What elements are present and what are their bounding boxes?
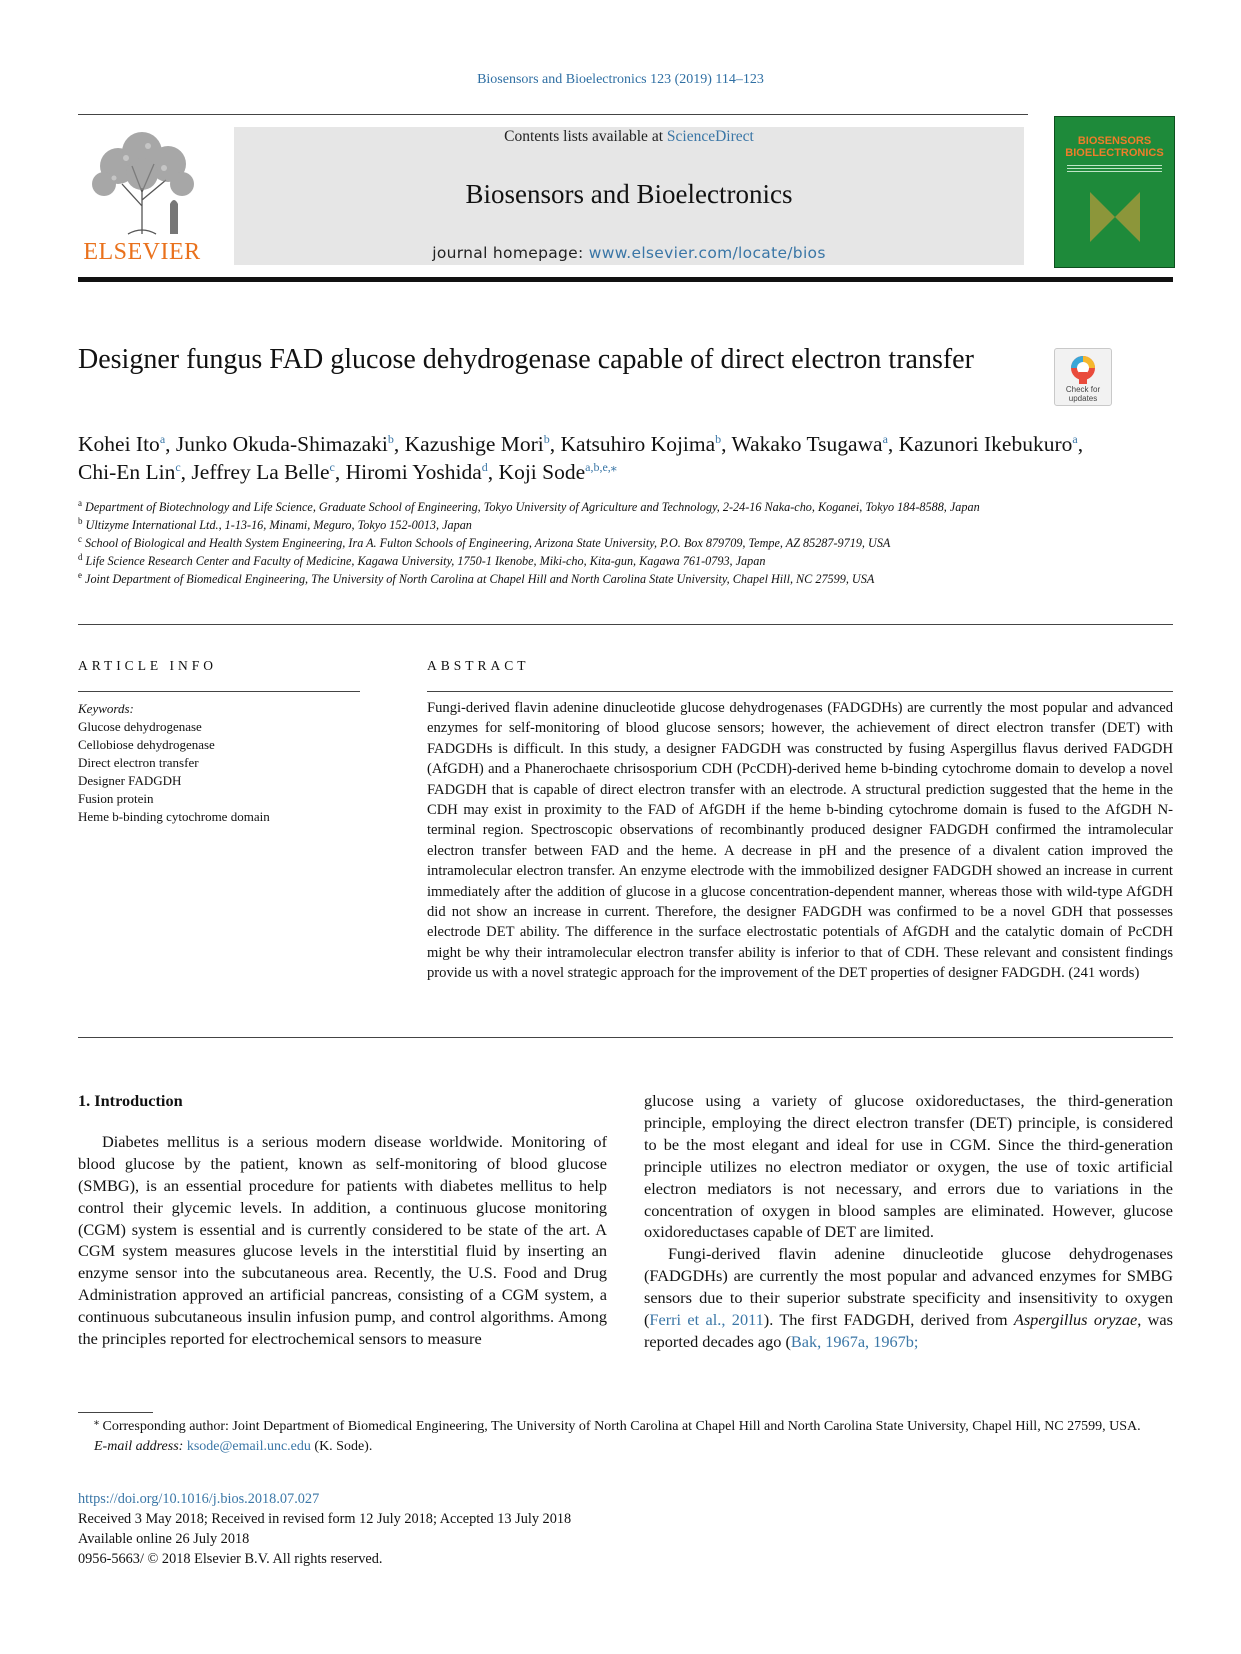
header-rule [78, 114, 1028, 115]
author-affiliation-mark[interactable]: a [1072, 431, 1078, 446]
author-name: Hiromi Yoshida [345, 460, 482, 484]
copyright: 0956-5663/ © 2018 Elsevier B.V. All rights reserved. [78, 1551, 383, 1567]
author-name: Kohei Ito [78, 432, 160, 456]
journal-reference[interactable]: Biosensors and Bioelectronics 123 (2019) 114–123 [477, 72, 764, 87]
affiliation-item: $^d$ Life Science Research Center and Faculty of Medicine, Kagawa University, 1750-1 Ikenobe, Miki-cho, Kita-gun, Kagawa 761-0793, Japan [78, 551, 766, 568]
affiliations [78, 498, 1038, 588]
intro-paragraph-1-cont: glucose using a variety of glucose oxidoreductases, the third-generation principle, employing the direct electron transfer (DET) principle, is considered to be the most elegant and ideal for use in CGM. Since the third-generation principle utilizes no electron mediator or oxygen, the use of toxic artificial electron mediators is not necessary, and errors due to variations in the concentration of oxygen in blood samples are eliminated. However, glucose oxidoreductases capable of DET are limited. [644, 1091, 1173, 1242]
author-name: Wakako Tsugawa [731, 432, 883, 456]
keyword-item: Fusion protein [78, 791, 154, 806]
check-for-updates-button[interactable] [1054, 348, 1112, 406]
article-info-rule [78, 691, 360, 692]
body-column-right [644, 1090, 1173, 1353]
online-date: Available online 26 July 2018 [78, 1531, 250, 1547]
species-name: Aspergillus oryzae [1013, 1310, 1138, 1330]
author-affiliation-mark[interactable]: c [175, 459, 181, 474]
check-updates-icon [1069, 354, 1097, 384]
affiliation-item: $^e$ Joint Department of Biomedical Engineering, The University of North Carolina at Chapel Hill and North Carolina State University, Chapel Hill, NC 27599, USA [78, 569, 875, 586]
check-updates-label: Check for updates [1065, 385, 1101, 403]
received-dates: Received 3 May 2018; Received in revised form 12 July 2018; Accepted 13 July 2018 [78, 1511, 572, 1527]
keyword-item: Designer FADGDH [78, 773, 182, 788]
author-affiliation-mark[interactable]: b [715, 431, 722, 446]
intro-paragraph-2: Fungi-derived flavin adenine dinucleotide glucose dehydrogenases (FADGDHs) are currently the most popular and advanced enzymes for SMBG sensors due to their superior substrate specificity and insensitivity to oxygen (Ferri et al., 2011). The first FADGDH, derived from Aspergillus oryzae, was reported decades ago (Bak, 1967a, 1967b; [644, 1244, 1173, 1351]
cover-title: BIOSENSORS BIOELECTRONICS [1065, 135, 1164, 159]
citation-ferri-2011[interactable]: Ferri et al., 2011 [649, 1310, 764, 1330]
author-affiliation-mark[interactable]: b [387, 431, 394, 446]
abstract-rule [427, 691, 1173, 692]
keyword-item: Glucose dehydrogenase [78, 719, 202, 734]
abstract-text: Fungi-derived flavin adenine dinucleotide glucose dehydrogenases (FADGDHs) are currently the most popular and advanced enzymes for self-monitoring of blood glucose sensors; however, the achievement of direct electron transfer (DET) with FADGDHs is difficult. In this study, a designer FADGDH was constructed by fusing Aspergillus flavus derived FADGDH (AfGDH) and a Phanerochaete chrisosporium CDH (PcCDH)-derived heme b-binding cytochrome domain to develop a novel FADGDH that is capable of direct electron transfer with an electrode. A structural prediction suggested that the heme in the CDH may exist in proximity to the FAD of AfGDH if the heme b-binding cytochrome domain is fused to the AfGDH N-terminal region. Spectroscopic observations of recombinantly produced designer FADGDH confirmed the intramolecular electron transfer between FAD and the heme. A decrease in pH and the presence of a divalent cation improved the intramolecular electron transfer. An enzyme electrode with the immobilized designer FADGDH showed an increase in current immediately after the addition of glucose in a glucose concentration-dependent manner, whereas those with wild-type AfGDH did not show an increase in current. Therefore, the designer FADGDH was confirmed to be a novel GDH that possesses electrode DET ability. The difference in the surface electrostatic potentials of AfGDH and the catalytic domain of PcCDH might be why their intramolecular electron transfer ability is inferior to that of CDH. These relevant and consistent findings provide us with a novel strategic approach for the improvement of the DET properties of designer FADGDH. (241 words) [427, 700, 1173, 982]
author-affiliation-mark[interactable]: a [159, 431, 166, 446]
article-title: Designer fungus FAD glucose dehydrogenase capable of direct electron transfer [78, 344, 974, 375]
section-rule-2 [78, 1037, 1173, 1038]
keywords-block [78, 700, 360, 826]
corresponding-author-text: ⁎ Corresponding author: Joint Department of Biomedical Engineering, The University of North Carolina at Chapel Hill and North Carolina State University, Chapel Hill, NC 27599, USA. [94, 1416, 1141, 1434]
email-line: E-mail address: ksode@email.unc.edu (K. Sode). [94, 1439, 373, 1454]
keyword-item: Direct electron transfer [78, 755, 199, 770]
body-column-left [78, 1090, 607, 1350]
sciencedirect-link[interactable]: ScienceDirect [666, 128, 754, 145]
introduction-heading: 1. Introduction [78, 1091, 183, 1110]
affiliation-item: $^c$ School of Biological and Health System Engineering, Ira A. Fulton Schools of Engineering, Arizona State University, P.O. Box 879709, Tempe, AZ 85287-9719, USA [78, 533, 891, 550]
citation-bak-1967[interactable]: Bak, 1967a, 1967b; [790, 1331, 919, 1351]
homepage-line [234, 244, 1024, 262]
contents-prefix: Contents lists available at [504, 128, 667, 145]
footnote-rule [78, 1412, 153, 1413]
keyword-item: Cellobiose dehydrogenase [78, 737, 215, 752]
section-rule [78, 624, 1173, 625]
homepage-link[interactable]: www.elsevier.com/locate/bios [588, 244, 826, 262]
doi-link[interactable]: https://doi.org/10.1016/j.bios.2018.07.027 [78, 1491, 320, 1507]
publication-info [78, 1489, 1078, 1569]
author-affiliation-mark[interactable]: a [882, 431, 888, 446]
author-name: Kazushige Mori [404, 432, 544, 456]
email-link[interactable]: ksode@email.unc.edu [186, 1439, 311, 1454]
affiliation-item: $^a$ Department of Biotechnology and Life Science, Graduate School of Engineering, Tokyo University of Agriculture and Technology, 2-24-16 Naka-cho, Koganei, Tokyo 184-8588, Japan [78, 497, 980, 514]
author-name: Jeffrey La Belle [191, 460, 330, 484]
author-name: Katsuhiro Kojima [560, 432, 716, 456]
cover-subtitle [1067, 165, 1162, 177]
author-name: Kazunori Ikebukuro [898, 432, 1073, 456]
elsevier-logo [78, 126, 206, 266]
cover-graphic-icon [1085, 187, 1145, 247]
author-name: Junko Okuda-Shimazaki [175, 432, 388, 456]
corresponding-author-footnote [78, 1417, 1173, 1457]
author-affiliation-mark[interactable]: c [329, 459, 335, 474]
journal-banner [234, 127, 1024, 265]
elsevier-tree-icon [78, 126, 206, 238]
affiliation-item: $^b$ Ultizyme International Ltd., 1-13-16, Minami, Meguro, Tokyo 152-0013, Japan [78, 515, 472, 532]
publisher-wordmark: ELSEVIER [83, 239, 201, 265]
journal-name: Biosensors and Bioelectronics [465, 179, 793, 209]
keyword-item: Heme b-binding cytochrome domain [78, 809, 270, 824]
intro-paragraph-1: Diabetes mellitus is a serious modern disease worldwide. Monitoring of blood glucose by the patient, known as self-monitoring of blood glucose (SMBG), is an essential procedure for patients with diabetes mellitus to help control their glycemic levels. In addition, a continuous glucose monitoring (CGM) system is essential and is currently considered to be state of the art. A CGM system measures glucose levels in the interstitial fluid by inserting an enzyme sensor into the subcutaneous area. Recently, the U.S. Food and Drug Administration approved an artificial pancreas, consisting of a CGM system, a continuous subcutaneous insulin infusion pump, and control algorithms. Among the principles reported for electrochemical sensors to measure [78, 1131, 607, 1349]
journal-cover[interactable] [1054, 116, 1175, 268]
author-name: Chi-En Lin [78, 460, 176, 484]
author-affiliation-mark[interactable]: d [481, 459, 488, 474]
keywords-label: Keywords: [78, 701, 134, 716]
article-info-heading: ARTICLE INFO [78, 658, 218, 673]
author-affiliation-mark[interactable]: a,b,e,⁎ [585, 459, 617, 474]
author-affiliation-mark[interactable]: b [543, 431, 550, 446]
author-list: Kohei Ito$^a$, Junko Okuda-Shimazaki$^b$, Kazushige Mori$^b$, Katsuhiro Kojima$^b$, Wakako Tsugawa$^a$, Kazunori Ikebukuro$^a$, Chi-En Lin$^c$, Jeffrey La Belle$^c$, Hiromi Yoshida$^d$, Koji Sode$^{a,b,e,⁎}$ [78, 431, 1084, 484]
author-name: Koji Sode [498, 460, 586, 484]
contents-line [234, 127, 1024, 146]
homepage-prefix: journal homepage: [432, 244, 589, 262]
abstract-heading: ABSTRACT [427, 658, 530, 673]
header-thick-rule [78, 277, 1173, 282]
